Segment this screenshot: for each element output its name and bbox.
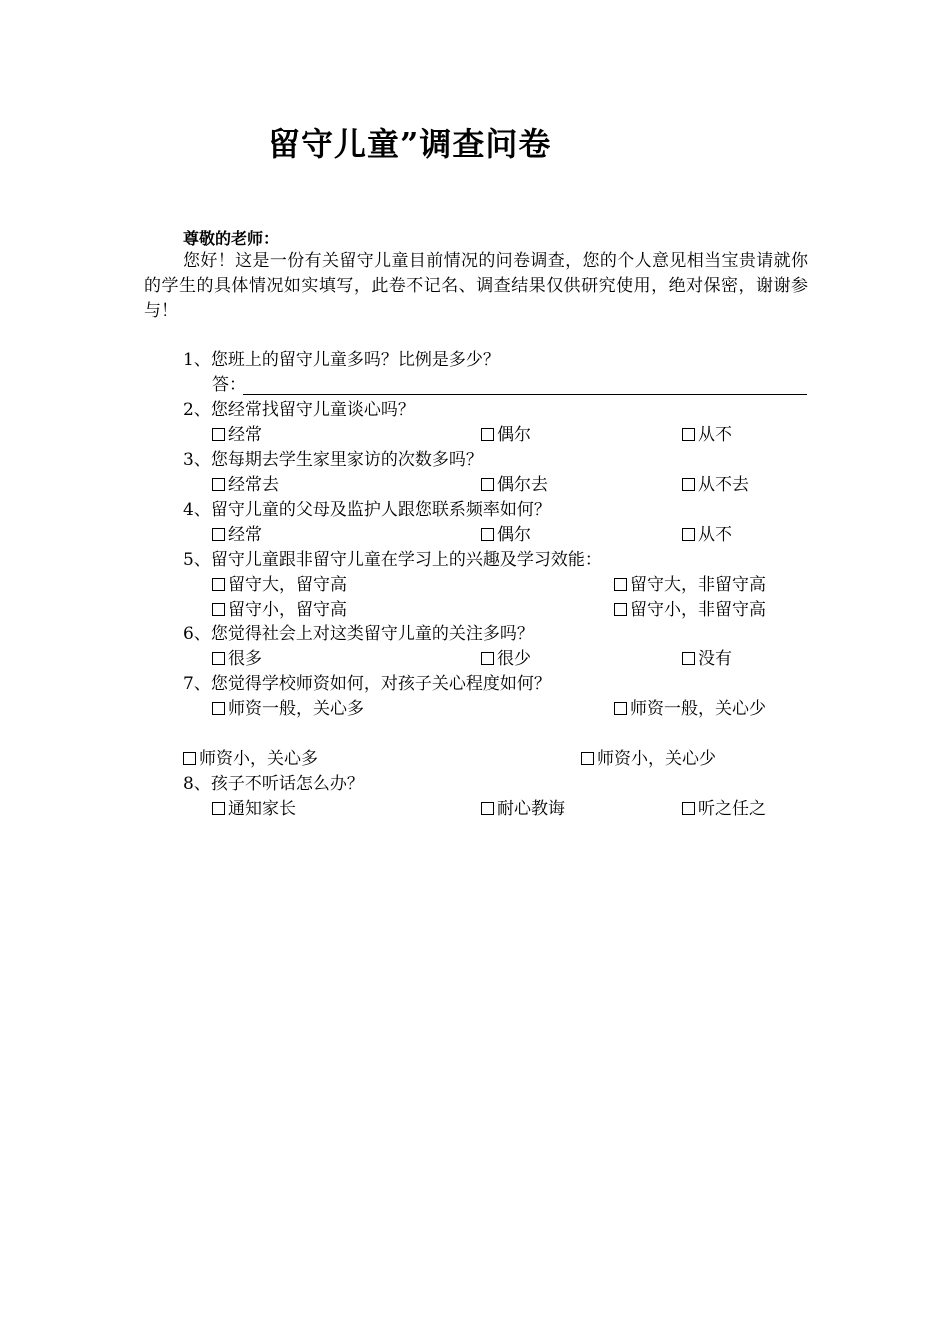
checkbox[interactable] [212, 702, 225, 715]
q5-option-4[interactable]: 留守小，非留守高 [614, 599, 766, 621]
checkbox[interactable] [682, 478, 695, 491]
checkbox[interactable] [212, 603, 225, 616]
q7-option-2[interactable]: 师资一般，关心少 [614, 698, 766, 720]
q5-option-3[interactable]: 留守小，留守高 [212, 599, 347, 621]
checkbox[interactable] [682, 528, 695, 541]
question-8: 8、孩子不听话怎么办？ [183, 774, 364, 794]
q4-option-2[interactable]: 偶尔 [481, 524, 531, 546]
intro-paragraph: 您好！这是一份有关留守儿童目前情况的问卷调查，您的个人意见相当宝贵请就你的学生的具体情况如实填写，此卷不记名、调查结果仅供研究使用，绝对保密，谢谢参与！ [144, 251, 808, 321]
q4-option-3[interactable]: 从不 [682, 524, 732, 546]
checkbox[interactable] [481, 528, 494, 541]
q5-option-1[interactable]: 留守大，留守高 [212, 574, 347, 596]
q7-option-4[interactable]: 师资小，关心少 [581, 748, 716, 770]
checkbox[interactable] [481, 802, 494, 815]
q3-option-2[interactable]: 偶尔去 [481, 474, 548, 496]
checkbox[interactable] [682, 802, 695, 815]
checkbox[interactable] [212, 428, 225, 441]
checkbox[interactable] [581, 752, 594, 765]
question-4: 4、留守儿童的父母及监护人跟您联系频率如何？ [183, 500, 551, 520]
page-title: 留守儿童”调查问卷 [268, 125, 552, 163]
answer-field[interactable] [243, 394, 807, 395]
checkbox[interactable] [212, 802, 225, 815]
question-3: 3、您每期去学生家里家访的次数多吗？ [183, 450, 483, 470]
q2-option-3[interactable]: 从不 [682, 424, 732, 446]
question-1: 1、您班上的留守儿童多吗？比例是多少？ [183, 350, 500, 370]
q8-option-1[interactable]: 通知家长 [212, 798, 296, 820]
q2-option-1[interactable]: 经常 [212, 424, 262, 446]
q3-option-3[interactable]: 从不去 [682, 474, 749, 496]
question-2: 2、您经常找留守儿童谈心吗？ [183, 400, 415, 420]
question-6: 6、您觉得社会上对这类留守儿童的关注多吗？ [183, 624, 534, 644]
q3-option-1[interactable]: 经常去 [212, 474, 279, 496]
question-7: 7、您觉得学校师资如何，对孩子关心程度如何？ [183, 674, 551, 694]
checkbox[interactable] [183, 752, 196, 765]
checkbox[interactable] [481, 428, 494, 441]
question-5: 5、留守儿童跟非留守儿童在学习上的兴趣及学习效能： [183, 550, 602, 570]
checkbox[interactable] [481, 478, 494, 491]
q7-option-1[interactable]: 师资一般，关心多 [212, 698, 364, 720]
checkbox[interactable] [614, 603, 627, 616]
q2-option-2[interactable]: 偶尔 [481, 424, 531, 446]
q5-option-2[interactable]: 留守大，非留守高 [614, 574, 766, 596]
checkbox[interactable] [212, 528, 225, 541]
checkbox[interactable] [614, 578, 627, 591]
checkbox[interactable] [682, 428, 695, 441]
q6-option-1[interactable]: 很多 [212, 648, 262, 670]
checkbox[interactable] [212, 478, 225, 491]
q4-option-1[interactable]: 经常 [212, 524, 262, 546]
answer-label: 答： [212, 375, 246, 395]
checkbox[interactable] [481, 652, 494, 665]
q8-option-2[interactable]: 耐心教诲 [481, 798, 565, 820]
salutation: 尊敬的老师： [183, 229, 280, 248]
checkbox[interactable] [212, 578, 225, 591]
q6-option-3[interactable]: 没有 [682, 648, 732, 670]
q7-option-3[interactable]: 师资小，关心多 [183, 748, 318, 770]
checkbox[interactable] [614, 702, 627, 715]
q8-option-3[interactable]: 听之任之 [682, 798, 766, 820]
q6-option-2[interactable]: 很少 [481, 648, 531, 670]
checkbox[interactable] [212, 652, 225, 665]
checkbox[interactable] [682, 652, 695, 665]
